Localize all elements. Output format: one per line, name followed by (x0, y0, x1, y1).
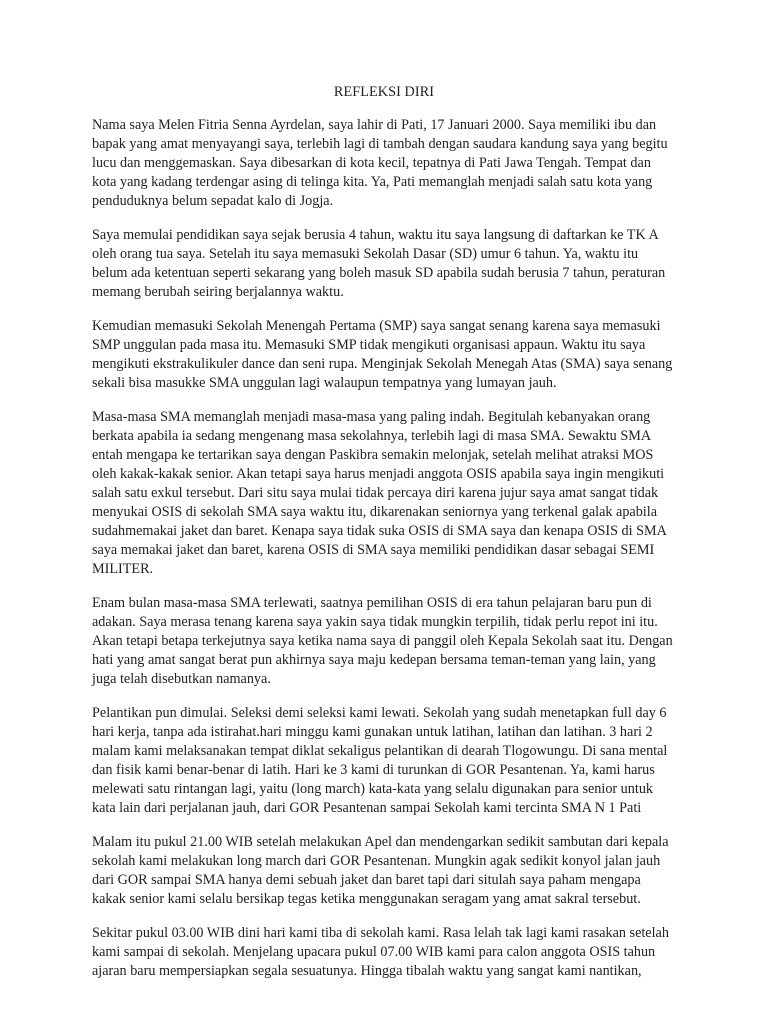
paragraph (92, 317, 698, 393)
text-line: lucu dan menggemaskan. Saya dibesarkan di kota kecil, tepatnya di Pati Jawa Tengah. Tempat dan (92, 155, 651, 171)
paragraph (92, 594, 698, 689)
text-line: oleh kakak-kakak senior. Akan tetapi saya harus menjadi anggota OSIS apabila saya ingin mengikuti (92, 466, 665, 482)
text-line: kata lain dari perjalanan jauh, dari GOR Pesantenan sampai Sekolah kami tercinta SMA N 1 Pati (92, 800, 642, 816)
text-line: kota yang kadang terdengar asing di telinga kita. Ya, Pati memanglah menjadi salah satu kota yang (92, 174, 653, 190)
text-line: ajaran baru mempersiapkan segala sesuatunya. Hingga tibalah waktu yang sangat kami nantikan, (92, 963, 642, 979)
text-line: juga telah disebutkan namanya. (92, 671, 271, 687)
text-line: Sekitar pukul 03.00 WIB dini hari kami tiba di sekolah kami. Rasa lelah tak lagi kami rasakan setelah (92, 925, 669, 941)
text-line: kami sampai di sekolah. Menjelang upacara pukul 07.00 WIB kami para calon anggota OSIS tahun (92, 944, 656, 960)
text-line: Kemudian memasuki Sekolah Menengah Pertama (SMP) saya sangat senang karena saya memasuki (92, 318, 661, 334)
text-line: Pelantikan pun dimulai. Seleksi demi seleksi kami lewati. Sekolah yang sudah menetapkan full day 6 (92, 705, 667, 721)
text-line: dan fisik kami benar-benar di latih. Hari ke 3 kami di turunkan di GOR Pesantenan. Ya, kami harus (92, 762, 655, 778)
text-line: MILITER. (92, 561, 154, 577)
paragraph (92, 704, 698, 818)
text-line: belum ada ketentuan seperti sekarang yang boleh masuk SD apabila sudah berusia 7 tahun, peraturan (92, 265, 666, 281)
text-line: hati yang amat sangat berat pun akhirnya saya maju kedepan bersama teman-teman yang lain, yang (92, 652, 656, 668)
text-line: entah mengapa ke tertarikan saya dengan Paskibra semakin melonjak, setelah melihat atraksi MOS (92, 447, 654, 463)
text-line: bapak yang amat menyayangi saya, terlebih lagi di tambah dengan saudara kandung saya yang begitu (92, 136, 668, 152)
text-line: kakak senior kami selalu bersikap tegas ketika menggunakan seragam yang amat sakral tersebut. (92, 891, 641, 907)
document-body (92, 116, 698, 996)
paragraph (92, 408, 698, 579)
text-line: memang berubah seiring berjalannya waktu. (92, 284, 344, 300)
paragraph (92, 226, 698, 302)
text-line: Nama saya Melen Fitria Senna Ayrdelan, saya lahir di Pati, 17 Januari 2000. Saya memiliki ibu dan (92, 117, 657, 133)
text-line: hari kerja, tanpa ada istirahat.hari minggu kami gunakan untuk latihan, latihan dan latihan. 3 hari 2 (92, 724, 653, 740)
text-line: oleh orang tua saya. Setelah itu saya memasuki Sekolah Dasar (SD) umur 6 tahun. Ya, waktu itu (92, 246, 639, 262)
text-line: sekolah kami melakukan long march dari GOR Pesantenan. Mungkin agak sedikit konyol jalan jauh (92, 853, 661, 869)
text-line: menyukai OSIS di sekolah SMA saya waktu itu, dikarenakan seniornya yang terkenal galak apabila (92, 504, 657, 520)
text-line: Saya memulai pendidikan saya sejak berusia 4 tahun, waktu itu saya langsung di daftarkan ke TK A (92, 227, 659, 243)
text-line: Akan tetapi betapa terkejutnya saya ketika nama saya di panggil oleh Kepala Sekolah saat itu. Dengan (92, 633, 673, 649)
text-line: sekali bisa masukke SMA unggulan lagi walaupun tempatnya yang lumayan jauh. (92, 375, 557, 391)
document-title: REFLEKSI DIRI (333, 84, 435, 100)
text-line: penduduknya belum sepadat kalo di Jogja. (92, 193, 334, 209)
text-line: Masa-masa SMA memanglah menjadi masa-masa yang paling indah. Begitulah kebanyakan orang (92, 409, 651, 425)
text-line: salah satu exkul tersebut. Dari situ saya mulai tidak percaya diri karena jujur saya amat sangat tidak (92, 485, 659, 501)
text-line: Malam itu pukul 21.00 WIB setelah melakukan Apel dan mendengarkan sedikit sambutan dari kepala (92, 834, 669, 850)
text-line: sudahmemakai jaket dan baret. Kenapa saya tidak suka OSIS di SMA saya dan kenapa OSIS di SMA (92, 523, 667, 539)
paragraph (92, 116, 698, 211)
text-line: malam kami melaksanakan tempat diklat sekaligus pelantikan di dearah Tlogowungu. Di sana mental (92, 743, 668, 759)
text-line: dari GOR sampai SMA hanya demi sebuah jaket dan baret tapi dari situlah saya paham mengapa (92, 872, 641, 888)
text-line: saya memakai jaket dan baret, karena OSIS di SMA saya memiliki pendidikan dasar sebagai SEMI (92, 542, 655, 558)
text-line: SMP unggulan pada masa itu. Memasuki SMP tidak mengikuti organisasi appaun. Waktu itu saya (92, 337, 646, 353)
paragraph (92, 924, 698, 981)
text-line: melewati satu rintangan lagi, yaitu (long march) kata-kata yang selalu digunakan para senior untuk (92, 781, 654, 797)
text-line: Enam bulan masa-masa SMA terlewati, saatnya pemilihan OSIS di era tahun pelajaran baru pun di (92, 595, 652, 611)
text-line: berkata apabila ia sedang mengenang masa sekolahnya, terlebih lagi di masa SMA. Sewaktu SMA (92, 428, 652, 444)
text-line: adakan. Saya merasa tenang karena saya yakin saya tidak mungkin terpilih, tidak perlu repot ini itu. (92, 614, 658, 630)
text-line: mengikuti ekstrakulikuler dance dan seni rupa. Menginjak Sekolah Menegah Atas (SMA) saya senang (92, 356, 673, 372)
paragraph (92, 833, 698, 909)
